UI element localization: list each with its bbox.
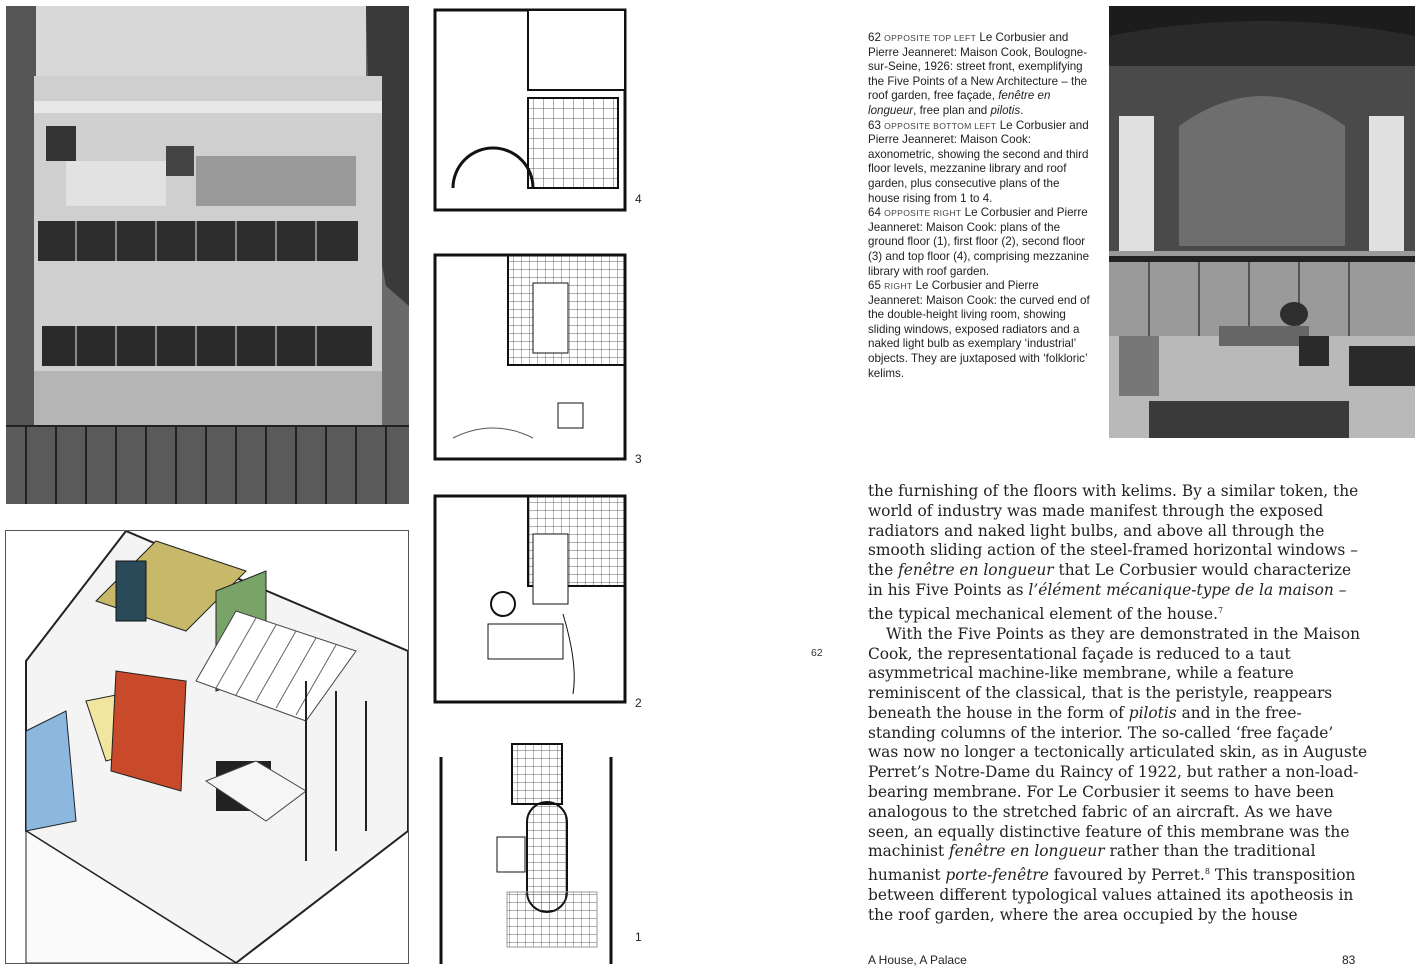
caption-text: Le Corbusier and Pierre Jeanneret: Maison Cook: the curved end of the double-height living room, showing sliding windows, exposed radiators and a naked light bulb as exemplary ‘industrial’ objects. They are juxtaposed with ‘folkloric’ kelims. [868, 279, 1090, 380]
plan-ground-floor [437, 742, 615, 966]
caption-62 [868, 31, 1093, 119]
caption-text: Le Corbusier and Pierre Jeanneret: Maison Cook: axonometric, showing the second and third floor levels, mezzanine library and roof garden, plus consecutive plans of the house rising from 1 to 4. [868, 118, 1089, 205]
plan-second-floor [433, 253, 628, 461]
body-text [868, 482, 1368, 926]
caption-block [868, 31, 1093, 381]
caption-number: 63 [868, 118, 881, 132]
plan-top-floor [433, 8, 628, 212]
running-footer-section: A House, A Palace [868, 953, 967, 967]
caption-64 [868, 206, 1093, 279]
caption-position: RIGHT [884, 281, 913, 292]
caption-position: OPPOSITE BOTTOM LEFT [884, 120, 997, 131]
plan-label-2: 2 [635, 696, 642, 710]
body-paragraph-1: the furnishing of the floors with kelims. By a similar token, the world of industry was made manifest through the exposed radiators and naked light bulbs, and above all through the smooth sliding action of the steel-framed horizontal windows – the fenêtre en longueur that Le Corbusier would characterize in his Five Points as l’élément mécanique-type de la maison – the typical mechanical element of the house.$^7$ [868, 482, 1359, 623]
plan-label-3: 3 [635, 452, 642, 466]
axonometric-drawing [5, 530, 409, 964]
margin-figure-reference: 62 [811, 647, 823, 659]
caption-63 [868, 119, 1093, 207]
caption-text: Le Corbusier and Pierre Jeanneret: Maison Cook, Boulogne-sur-Seine, 1926: street front, exemplifying the Five Points of a New Architecture – the roof garden, free façade, fenêtre en longueur, free plan and pilotis. [868, 31, 1088, 117]
caption-text: Le Corbusier and Pierre Jeanneret: Maison Cook: plans of the ground floor (1), first floor (2), second floor (3) and top floor (4), comprising mezzanine library with roof garden. [868, 206, 1090, 278]
caption-number: 62 [868, 31, 881, 44]
caption-position: OPPOSITE TOP LEFT [884, 33, 977, 43]
page-number: 83 [1342, 953, 1356, 967]
plan-label-4: 4 [635, 192, 642, 206]
street-front-photo [6, 6, 409, 504]
plan-label-1: 1 [635, 930, 642, 944]
caption-position: OPPOSITE RIGHT [884, 208, 962, 219]
body-paragraph-2: With the Five Points as they are demonstrated in the Maison Cook, the representational façade is reduced to a taut asymmetrical machine-like membrane, while a feature reminiscent of the classical, that is the peristyle, reappears beneath the house in the form of pilotis and in the free-standing columns of the interior. The so-called ‘free façade’ was now no longer a tectonically articulated skin, as in Auguste Perret’s Notre-Dame du Raincy of 1922, but rather a non-load-bearing membrane. For Le Corbusier it seems to have been analogous to the stretched fabric of an aircraft. As we have seen, an equally distinctive feature of this membrane was the machinist fenêtre en longueur rather than the traditional humanist porte-fenêtre favoured by Perret.$^8$ This transposition between different typological values attained its apotheosis in the roof garden, where the area occupied by the house [868, 624, 1368, 924]
plan-first-floor [433, 494, 628, 704]
caption-65 [868, 279, 1093, 381]
interior-photo [1109, 6, 1415, 438]
caption-number: 64 [868, 206, 881, 220]
caption-number: 65 [868, 279, 881, 293]
